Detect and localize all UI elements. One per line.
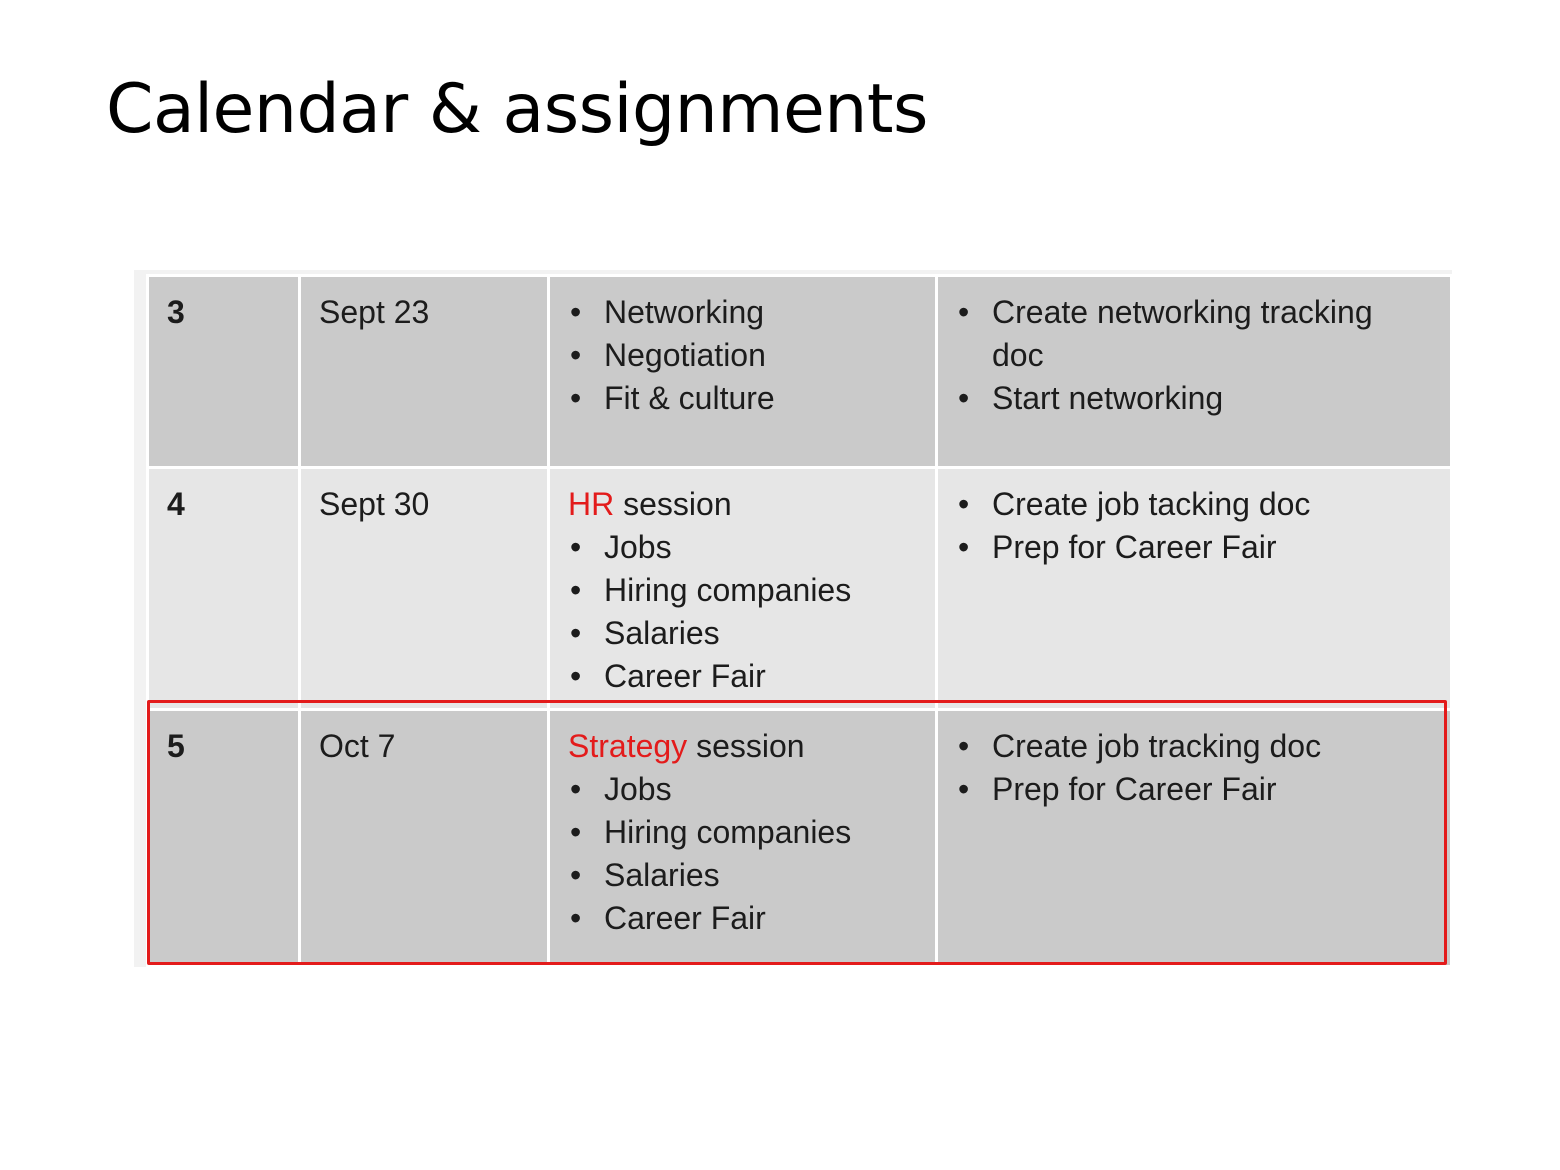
topics-cell	[549, 276, 937, 468]
list-item: • Negotiation	[568, 334, 917, 377]
assignments-cell	[937, 468, 1452, 710]
week-number: 4	[148, 468, 300, 710]
topics-cell	[549, 468, 937, 710]
list-item: • Networking	[568, 291, 917, 334]
list-item: • Fit & culture	[568, 377, 917, 420]
table-row	[148, 468, 1452, 710]
list-item: • Career Fair	[568, 655, 917, 698]
session-heading	[568, 725, 917, 768]
assignments-list	[956, 725, 1432, 811]
session-date: Oct 7	[300, 710, 549, 967]
table-row	[148, 710, 1452, 967]
week-number: 3	[148, 276, 300, 468]
topics-list	[568, 526, 917, 698]
week-number: 5	[148, 710, 300, 967]
list-item: • Create job tacking doc	[956, 483, 1432, 526]
session-date: Sept 23	[300, 276, 549, 468]
session-heading	[568, 483, 917, 526]
table-row	[148, 276, 1452, 468]
list-item: • Salaries	[568, 854, 917, 897]
list-item: • Start networking	[956, 377, 1432, 420]
topics-list	[568, 291, 917, 420]
session-highlight: Strategy	[568, 728, 688, 764]
assignments-cell	[937, 276, 1452, 468]
list-item: • Create networking tracking doc	[956, 291, 1432, 377]
session-highlight: HR	[568, 486, 615, 522]
schedule-table	[146, 274, 1453, 968]
session-date: Sept 30	[300, 468, 549, 710]
list-item: • Jobs	[568, 768, 917, 811]
list-item: • Prep for Career Fair	[956, 526, 1432, 569]
list-item: • Career Fair	[568, 897, 917, 940]
session-label: session	[687, 728, 805, 764]
session-label: session	[614, 486, 732, 522]
topics-cell	[549, 710, 937, 967]
slide-title: Calendar & assignments	[106, 70, 928, 149]
list-item: • Create job tracking doc	[956, 725, 1432, 768]
list-item: • Jobs	[568, 526, 917, 569]
list-item: • Hiring companies	[568, 811, 917, 854]
assignments-list	[956, 291, 1432, 420]
list-item: • Hiring companies	[568, 569, 917, 612]
assignments-cell	[937, 710, 1452, 967]
list-item: • Salaries	[568, 612, 917, 655]
list-item: • Prep for Career Fair	[956, 768, 1432, 811]
topics-list	[568, 768, 917, 940]
assignments-list	[956, 483, 1432, 569]
